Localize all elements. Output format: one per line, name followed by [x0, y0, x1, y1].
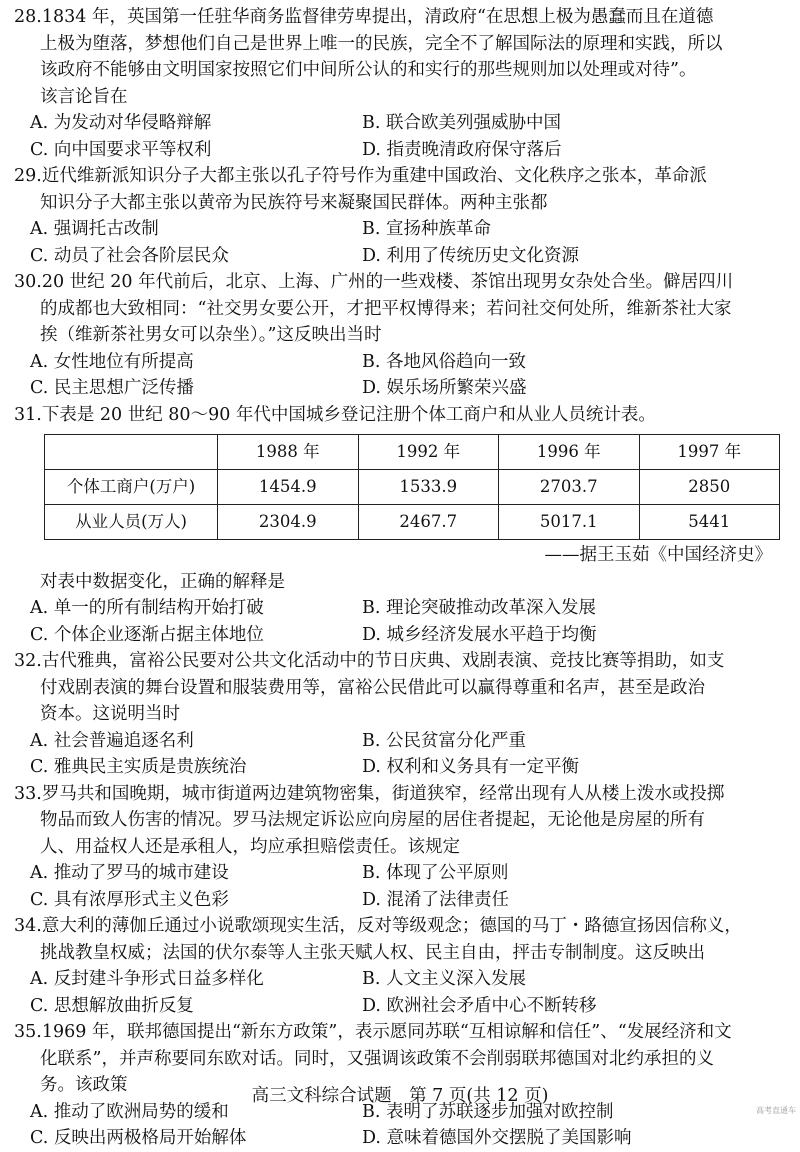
row-label: 从业人员(万人)	[45, 505, 218, 540]
question-number: 29.	[14, 166, 42, 186]
table-cell: 1454.9	[218, 470, 359, 505]
table-cell: 2703.7	[499, 470, 640, 505]
stem-line: 上极为堕落，梦想他们自己是世界上唯一的民族，完全不了解国际法的原理和实践，所以	[40, 33, 723, 54]
question-number: 35.	[14, 1022, 42, 1042]
stem-line: 付戏剧表演的舞台设置和服装费用等，富裕公民借此可以赢得尊重和名声，甚至是政治	[40, 677, 705, 698]
question-stem	[14, 1019, 786, 1046]
stem-line: 物品而致人伤害的情况。罗马法规定诉讼应向房屋的居住者提起，无论他是房屋的所有	[40, 810, 705, 830]
question-number: 31.	[14, 404, 42, 425]
question-number: 30.	[14, 272, 42, 292]
corner-watermark: 高考直通车	[756, 1106, 796, 1115]
option-b[interactable]: B. 宣扬种族革命	[362, 219, 491, 239]
question-number: 34.	[14, 916, 42, 936]
statistics-table	[44, 434, 780, 540]
option-c[interactable]: C. 反映出两极格局开始解体	[30, 1128, 247, 1148]
question-30	[14, 269, 786, 402]
question-number: 28.	[14, 7, 42, 27]
stem-line: 知识分子大都主张以黄帝为民族符号来凝聚国民群体。两种主张都	[40, 192, 548, 213]
stem-line: 资本。这说明当时	[40, 704, 180, 724]
question-28	[14, 4, 786, 163]
option-d[interactable]: D. 指责晚清政府保守落后	[362, 139, 562, 160]
question-stem	[14, 163, 786, 190]
option-b[interactable]: B. 理论突破推动改革深入发展	[362, 598, 596, 618]
question-33	[14, 781, 786, 914]
table-header-row	[45, 435, 780, 470]
option-d[interactable]: D. 意味着德国外交摆脱了美国影响	[362, 1128, 632, 1148]
question-stem	[14, 4, 786, 31]
table-row	[45, 505, 780, 540]
options	[14, 110, 786, 163]
table-cell: 2850	[639, 470, 780, 505]
stem-line: 下表是 20 世纪 80～90 年代中国城乡登记注册个体工商户和从业人员统计表。	[41, 404, 656, 425]
option-b[interactable]: B. 联合欧美列强威胁中国	[362, 113, 561, 133]
stem-line: 罗马共和国晚期，城市街道两边建筑物密集，街道狭窄，经常出现有人从楼上泼水或投掷	[41, 783, 725, 804]
stem-line: 化联系”，并声称要同东欧对话。同时，又强调该政策不会削弱联邦德国对北约承担的义	[40, 1048, 714, 1069]
table-source: ——据王玉茹《中国经济史》	[544, 545, 772, 565]
option-b[interactable]: B. 公民贫富分化严重	[362, 730, 526, 751]
option-c[interactable]: C. 雅典民主实质是贵族统治	[30, 757, 247, 777]
option-a[interactable]: A. 反封建斗争形式日益多样化	[30, 969, 264, 989]
table-cell: 1533.9	[358, 470, 499, 505]
stem-line: 意大利的薄伽丘通过小说歌颂现实生活，反对等级观念；德国的马丁・路德宣扬因信称义，	[41, 916, 742, 936]
question-stem	[14, 648, 786, 675]
stem-line: 该政府不能够由文明国家按照它们中间所公认的和实行的那些规则加以处理或对待”。	[40, 60, 697, 80]
stem-line: 务。该政策	[40, 1075, 128, 1095]
option-b[interactable]: B. 体现了公平原则	[362, 863, 509, 883]
stem-line: 1969 年，联邦德国提出“新东方政策”，表示愿同苏联“互相谅解和信任”、“发展经济和文	[41, 1022, 732, 1042]
option-d[interactable]: D. 城乡经济发展水平趋于均衡	[362, 624, 597, 645]
table-header-cell: 1997 年	[639, 435, 780, 470]
stem-line: 的成都也大致相同：“社交男女要公开，才把平权博得来；若问社交何处所，维新茶社大家	[40, 298, 732, 319]
stem-line: 挨（维新茶社男女可以杂坐）。”这反映出当时	[40, 325, 382, 345]
option-c[interactable]: C. 个体企业逐渐占据主体地位	[30, 624, 264, 645]
stem-line: 该言论旨在	[40, 86, 128, 107]
option-a[interactable]: A. 社会普遍追逐名利	[30, 730, 194, 751]
table-cell: 5441	[639, 505, 780, 540]
question-32	[14, 648, 786, 781]
option-d[interactable]: D. 利用了传统历史文化资源	[362, 245, 580, 266]
options	[14, 966, 786, 1019]
table-corner-cell	[45, 435, 218, 470]
question-stem	[14, 402, 786, 429]
option-a[interactable]: A. 单一的所有制结构开始打破	[30, 598, 264, 618]
question-stem	[14, 269, 786, 296]
page-footer: 高三文科综合试题 第 7 页(共 12 页)	[251, 1086, 549, 1106]
option-c[interactable]: C. 动员了社会各阶层民众	[30, 245, 229, 266]
stem-line: 20 世纪 20 年代前后，北京、上海、广州的一些戏楼、茶馆出现男女杂处合坐。僻居四川	[41, 272, 734, 292]
table-cell: 5017.1	[499, 505, 640, 540]
stem-line: 对表中数据变化，正确的解释是	[40, 571, 285, 592]
table-header-cell: 1996 年	[499, 435, 640, 470]
question-29	[14, 163, 786, 269]
option-a[interactable]: A. 推动了罗马的城市建设	[30, 863, 229, 883]
table-header-cell: 1992 年	[358, 435, 499, 470]
option-c[interactable]: C. 具有浓厚形式主义色彩	[30, 889, 229, 910]
stem-line: 古代雅典，富裕公民要对公共文化活动中的节日庆典、戏剧表演、竞技比赛等捐助，如支	[41, 651, 725, 671]
option-c[interactable]: C. 思想解放曲折反复	[30, 995, 194, 1016]
question-34	[14, 913, 786, 1019]
options	[14, 860, 786, 913]
table-cell: 2467.7	[358, 505, 499, 540]
option-a[interactable]: A. 为发动对华侵略辩解	[30, 113, 212, 133]
options	[14, 595, 786, 648]
stem-line: 近代维新派知识分子大都主张以孔子符号作为重建中国政治、文化秩序之张本，革命派	[41, 166, 707, 186]
options	[14, 349, 786, 402]
table-header-cell: 1988 年	[218, 435, 359, 470]
option-d[interactable]: D. 混淆了法律责任	[362, 889, 510, 910]
exam-page	[14, 4, 786, 1152]
question-number: 33.	[14, 783, 42, 804]
option-c[interactable]: C. 向中国要求平等权利	[30, 139, 212, 160]
option-b[interactable]: B. 表明了苏联逐步加强对欧控制	[362, 1101, 614, 1122]
options	[14, 216, 786, 269]
question-stem	[14, 781, 786, 808]
stem-line: 挑战教皇权威；法国的伏尔泰等人主张天赋人权、民主自由，抨击专制制度。这反映出	[40, 942, 705, 963]
row-label: 个体工商户(万户)	[45, 470, 218, 505]
option-c[interactable]: C. 民主思想广泛传播	[30, 378, 194, 398]
option-a[interactable]: A. 强调托古改制	[30, 219, 159, 239]
option-d[interactable]: D. 欧洲社会矛盾中心不断转移	[362, 995, 597, 1016]
stem-line: 人、用益权人还是承租人，均应承担赔偿责任。该规定	[40, 836, 460, 857]
option-d[interactable]: D. 娱乐场所繁荣兴盛	[362, 378, 527, 398]
stem-line: 1834 年，英国第一任驻华商务监督律劳卑提出，清政府“在思想上极为愚蠢而且在道德	[41, 7, 714, 27]
option-a[interactable]: A. 推动了欧洲局势的缓和	[30, 1101, 229, 1122]
options	[14, 728, 786, 781]
option-a[interactable]: A. 女性地位有所提高	[30, 351, 194, 372]
option-b[interactable]: B. 人文主义深入发展	[362, 969, 526, 989]
option-d[interactable]: D. 权利和义务具有一定平衡	[362, 757, 580, 777]
question-number: 32.	[14, 651, 42, 671]
question-31	[14, 402, 786, 649]
table-row	[45, 470, 780, 505]
question-stem	[14, 913, 786, 940]
option-b[interactable]: B. 各地风俗趋向一致	[362, 351, 526, 372]
table-cell: 2304.9	[218, 505, 359, 540]
